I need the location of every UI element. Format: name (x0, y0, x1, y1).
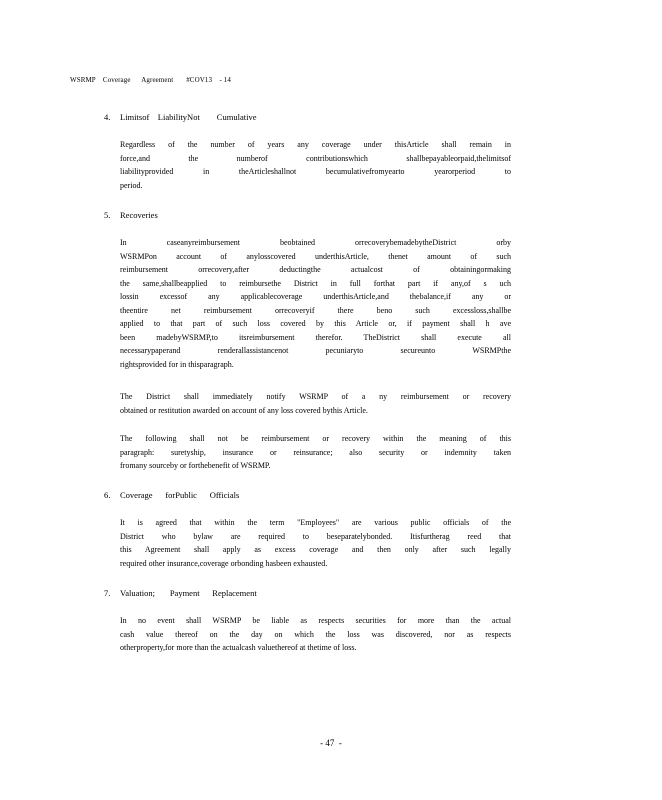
text-line: fromany sourceby or forthebenefit of WSRMP. (120, 461, 271, 470)
section-title: Valuation; Payment Replacement (120, 588, 257, 598)
text-line: period. (120, 180, 143, 190)
text-line: the same,shallbeapplied to reimbursethe District in full forthat part if any,of s uch (120, 278, 511, 288)
paragraph (120, 516, 511, 570)
text-line: In caseanyreimbursement beobtained orrecoverybemadebytheDistrict orby (120, 238, 511, 247)
page-number: - 47 - (320, 738, 342, 748)
section-heading (104, 588, 257, 598)
text-line: lossin excessof any applicablecoverage underthisArticle,and thebalance,if any or (120, 292, 511, 301)
text-line: The following shall not be reimbursement or recovery within the meaning of this (120, 434, 511, 443)
section-number: 4. (104, 112, 111, 122)
section-title: Recoveries (120, 210, 158, 220)
text-line: Regardless of the number of years any coverage under thisArticle shall remain in (120, 140, 511, 149)
section-heading (104, 112, 256, 122)
paragraph (120, 138, 511, 192)
section-heading (104, 210, 158, 220)
section-number: 7. (104, 588, 111, 598)
paragraph (120, 236, 511, 371)
text-line: District who bylaw are required to beseparatelybonded. Itisfurtherag reed that (120, 531, 511, 541)
text-line: paragraph: suretyship, insurance or reinsurance; also security or indemnity taken (120, 447, 511, 457)
text-line: reimbursement orrecovery,after deductingthe actualcost of obtainingormaking (120, 265, 511, 274)
section-title: Coverage forPublic Officials (120, 490, 240, 500)
text-line: It is agreed that within the term "Employees" are various public officials of the (120, 518, 511, 527)
text-line: theentire net reimbursement orrecoveryif there beno such excessloss,shallbe (120, 305, 511, 315)
text-line: otherproperty,for more than the actualcash valuethereof at thetime of loss. (120, 643, 357, 652)
text-line: this Agreement shall apply as excess coverage and then only after such legally (120, 545, 511, 554)
text-line: been madebyWSRMP,to itsreimbursement therefor. TheDistrict shall execute all (120, 332, 511, 342)
section-heading (104, 490, 239, 500)
text-line: liabilityprovided in theArticleshallnot becumulativefromyearto yearorperiod to (120, 167, 511, 176)
section-title: Limitsof LiabilityNot Cumulative (120, 112, 257, 122)
text-line: cash value thereof on the day on which the loss was discovered, nor as respects (120, 629, 511, 639)
text-line: applied to that part of such loss covered by this Article or, if payment shall h ave (120, 319, 511, 328)
text-line: WSRMPon account of anylosscovered underthisArticle, thenet amount of such (120, 251, 511, 261)
text-line: force,and the numberof contributionswhich shallbepayableorpaid,thelimitsof (120, 153, 511, 163)
paragraph (120, 432, 511, 473)
section-number: 5. (104, 210, 111, 220)
running-header: WSRMP Coverage Agreement #COV13 - 14 (70, 76, 231, 84)
text-line: necessarypaperand renderallassistancenot pecuniaryto secureunto WSRMPthe (120, 346, 511, 355)
text-line: In no event shall WSRMP be liable as respects securities for more than the actual (120, 616, 511, 625)
paragraph (120, 614, 511, 655)
text-line: required other insurance,coverage orbonding hasbeen exhausted. (120, 558, 328, 568)
paragraph (120, 390, 511, 417)
text-line: The District shall immediately notify WSRMP of a ny reimbursement or recovery (120, 392, 511, 401)
text-line: obtained or restitution awarded on account of any loss covered bythis Article. (120, 405, 368, 415)
text-line: rightsprovided for in thisparagraph. (120, 359, 234, 369)
section-number: 6. (104, 490, 111, 500)
